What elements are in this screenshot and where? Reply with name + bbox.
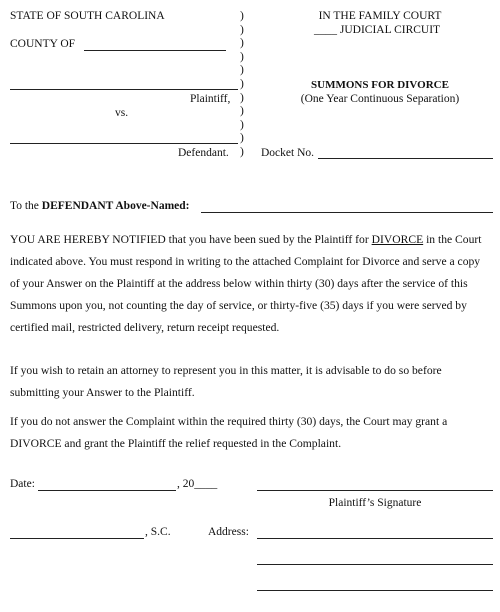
default-paragraph: If you do not answer the Complaint within the required thirty (30) days, the Court may grant a DIVORCE and grant the Plaintiff the relief requested in the Complaint. <box>10 415 448 450</box>
year-label <box>177 478 217 490</box>
addressee-bold: DEFENDANT Above-Named: <box>41 200 190 212</box>
county-label: COUNTY OF <box>10 38 76 50</box>
defendant-addressee-line[interactable] <box>201 212 493 213</box>
state-label: STATE OF SOUTH CAROLINA <box>10 10 165 22</box>
plaintiff-label: Plaintiff, <box>190 93 231 105</box>
judicial-circuit-label: JUDICIAL CIRCUIT <box>339 24 441 36</box>
notice-text-a: YOU ARE HEREBY NOTIFIED that you have been sued by the Plaintiff for <box>10 233 369 246</box>
city-field-line[interactable] <box>10 538 144 539</box>
year-blank[interactable]: ____ <box>194 478 218 490</box>
address-line-2[interactable] <box>257 564 493 565</box>
attorney-paragraph: If you wish to retain an attorney to represent you in this matter, it is advisable to do so before submitting your Answer to the Plaintiff. <box>10 364 442 399</box>
notice-paragraph <box>10 229 492 339</box>
docket-label: Docket No. <box>261 147 315 159</box>
docket-number-line[interactable] <box>318 158 493 159</box>
notice-text-b: in the Court indicated above. You must respond in writing to the attached Complaint for Divorce and serve a copy of your Answer on the Plaintiff at the address below within thirty (30) days after the service of this Summons upon you, not counting the day of service, or thirty-five (35) days if you were served by certified mail, restricted delivery, return receipt requested. <box>10 233 482 334</box>
address-line-1[interactable] <box>257 538 493 539</box>
signature-label: Plaintiff’s Signature <box>328 497 422 509</box>
document-subtitle: (One Year Continuous Separation) <box>300 93 460 105</box>
signature-line[interactable] <box>257 490 493 491</box>
year-prefix: , 20 <box>177 478 195 490</box>
vs-label: vs. <box>115 107 129 119</box>
addressee-prefix: To the <box>10 200 39 212</box>
address-line-3[interactable] <box>257 590 493 591</box>
county-field-line[interactable] <box>84 50 226 51</box>
addressee-line <box>10 200 189 212</box>
sc-label: , S.C. <box>145 526 171 538</box>
date-field-line[interactable] <box>38 490 176 491</box>
judicial-circuit-line <box>314 24 440 36</box>
defendant-label: Defendant. <box>178 147 229 159</box>
caption-divider: ) ) ) ) ) ) ) ) ) ) ) <box>240 10 244 158</box>
circuit-number-blank[interactable]: ____ <box>314 24 337 36</box>
divorce-underlined: DIVORCE <box>371 233 424 246</box>
date-label: Date: <box>10 478 35 490</box>
plaintiff-name-line[interactable] <box>10 89 238 90</box>
court-name: IN THE FAMILY COURT <box>318 10 442 22</box>
document-title: SUMMONS FOR DIVORCE <box>311 79 449 91</box>
defendant-name-line[interactable] <box>10 143 238 144</box>
address-label: Address: <box>208 526 249 538</box>
